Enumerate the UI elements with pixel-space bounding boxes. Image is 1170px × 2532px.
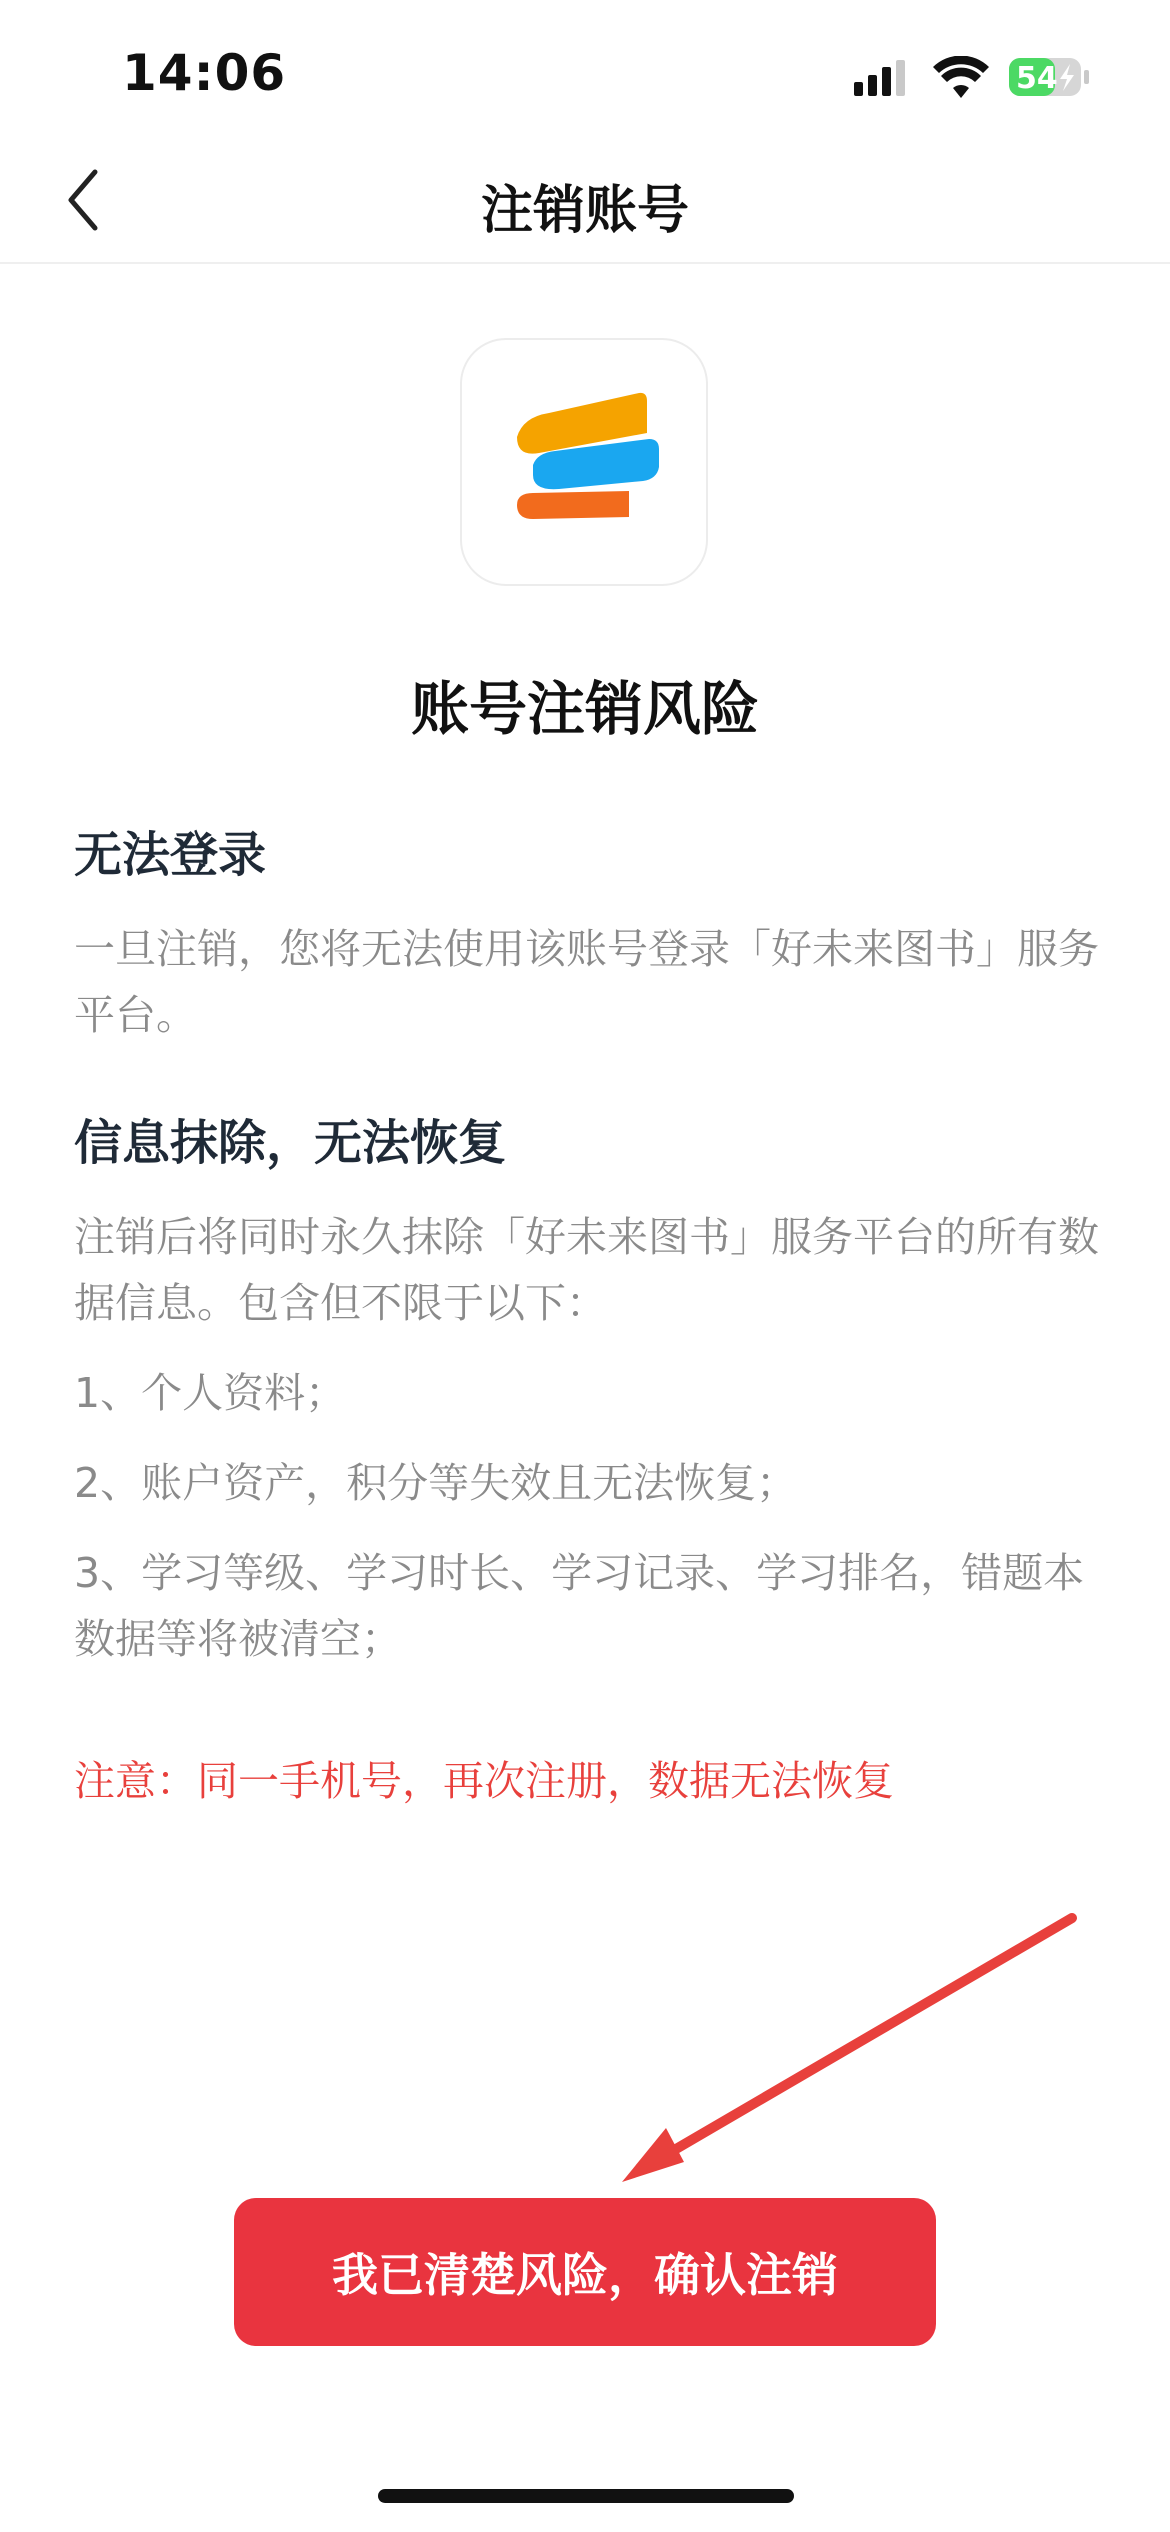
- confirm-cancel-account-button[interactable]: 我已清楚风险，确认注销: [234, 2198, 936, 2346]
- section-heading-login: 无法登录: [74, 827, 267, 883]
- app-logo-icon: [499, 387, 669, 537]
- section-paragraph-erase: 注销后将同时永久抹除「好未来图书」服务平台的所有数据信息。包含但不限于以下：: [74, 1213, 1099, 1327]
- nav-bar: [0, 140, 1170, 264]
- list-item: 2、账户资产，积分等失效且无法恢复；: [74, 1459, 798, 1507]
- list-item: 3、学习等级、学习时长、学习记录、学习排名，错题本数据等将被清空；: [74, 1549, 1085, 1663]
- wifi-icon: [933, 56, 989, 100]
- list-item: 1、个人资料；: [74, 1369, 347, 1417]
- app-logo: [460, 338, 708, 586]
- section-paragraph-login: 一旦注销，您将无法使用该账号登录「好未来图书」服务平台。: [74, 925, 1099, 1039]
- status-time: 14:06: [122, 44, 287, 102]
- home-indicator: [378, 2489, 794, 2503]
- battery-icon: [1008, 54, 1090, 100]
- page-title: 注销账号: [480, 181, 689, 241]
- risk-title: 账号注销风险: [410, 675, 759, 743]
- section-heading-erase: 信息抹除，无法恢复: [74, 1115, 507, 1171]
- status-bar: [0, 0, 1170, 140]
- cellular-signal-icon: [854, 58, 908, 98]
- arrow-annotation-icon: [600, 1900, 1090, 2200]
- battery-level: 54: [1016, 61, 1058, 96]
- notice-text: 注意：同一手机号，再次注册，数据无法恢复: [74, 1757, 894, 1805]
